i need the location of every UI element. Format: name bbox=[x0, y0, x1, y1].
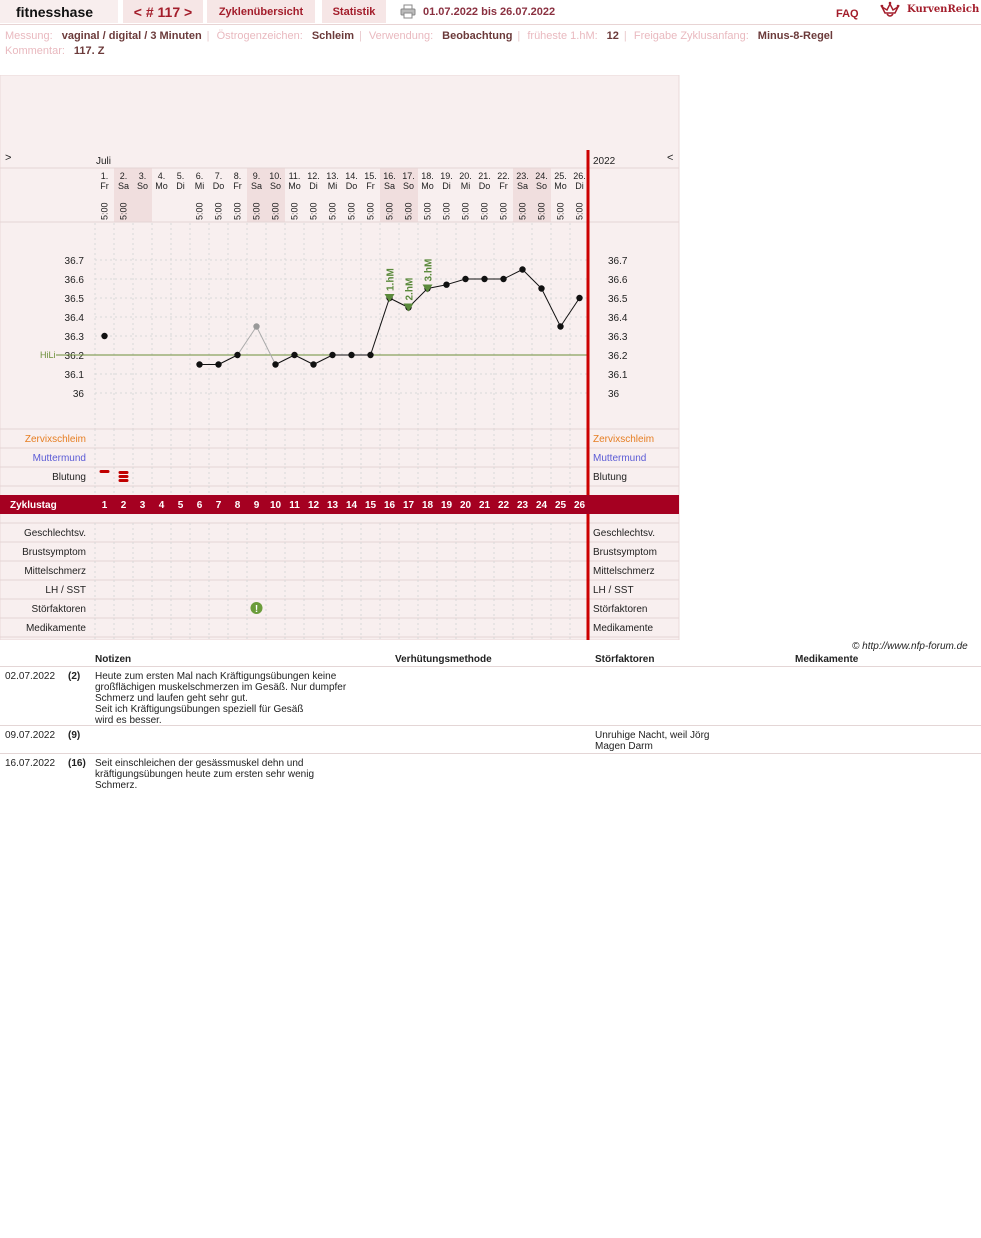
y-tick-left: 36.7 bbox=[64, 256, 84, 267]
y-tick-right: 36.1 bbox=[608, 370, 628, 381]
y-tick-right: 36.7 bbox=[608, 256, 628, 267]
day-number: 2. bbox=[119, 171, 128, 181]
day-number: 13. bbox=[326, 171, 339, 181]
cycle-day-number: 13 bbox=[326, 500, 339, 511]
cycle-day-number: 26 bbox=[573, 500, 586, 511]
cycle-day-number: 6 bbox=[196, 500, 203, 511]
measure-time: 5:00 bbox=[574, 202, 585, 220]
temp-point bbox=[253, 323, 259, 329]
day-number: 17. bbox=[402, 171, 415, 181]
weekday: Mi bbox=[327, 181, 338, 191]
note-date: 09.07.2022 bbox=[5, 730, 56, 741]
measure-time: 5:00 bbox=[346, 202, 357, 220]
separator: | bbox=[359, 30, 362, 42]
row-label-right: Mittelschmerz bbox=[593, 566, 655, 577]
cycle-day-number: 5 bbox=[177, 500, 184, 511]
separator: | bbox=[206, 30, 210, 42]
weekday: Di bbox=[309, 181, 318, 191]
separator: | bbox=[623, 30, 627, 42]
day-number: 14. bbox=[345, 171, 358, 181]
date-range: 01.07.2022 bis 26.07.2022 bbox=[423, 6, 556, 18]
meta-value: Schleim bbox=[311, 30, 354, 42]
weekday: So bbox=[402, 181, 415, 191]
username-tab[interactable]: fitnesshase bbox=[0, 0, 118, 23]
day-number: 5. bbox=[176, 171, 185, 181]
header-notizen: Notizen bbox=[95, 654, 132, 665]
zyklustag-label: Zyklustag bbox=[10, 500, 57, 511]
y-tick-right: 36.5 bbox=[608, 294, 628, 305]
bleeding-heavy-icon bbox=[119, 475, 129, 478]
day-number: 19. bbox=[440, 171, 453, 181]
weekday: Di bbox=[176, 181, 185, 191]
day-number: 24. bbox=[535, 171, 548, 181]
measure-time: 5:00 bbox=[384, 202, 395, 220]
temp-point bbox=[234, 352, 240, 358]
notes-row bbox=[0, 753, 981, 794]
measure-time: 5:00 bbox=[251, 202, 262, 220]
row-label: Medikamente bbox=[25, 623, 86, 634]
day-number: 9. bbox=[252, 171, 261, 181]
y-tick-left: 36.6 bbox=[64, 275, 84, 286]
cycle-day-number: 7 bbox=[215, 500, 222, 511]
temp-point bbox=[462, 276, 468, 282]
weekday: Do bbox=[212, 181, 225, 191]
meta-value: 12 bbox=[606, 30, 619, 42]
day-number: 10. bbox=[269, 171, 282, 181]
measure-time: 5:00 bbox=[536, 202, 547, 220]
temp-point bbox=[367, 352, 373, 358]
y-tick-left: 36.2 bbox=[64, 351, 84, 362]
day-number: 25. bbox=[554, 171, 567, 181]
cycle-day-number: 23 bbox=[516, 500, 529, 511]
cycle-day-number: 4 bbox=[158, 500, 165, 511]
printer-icon[interactable] bbox=[400, 4, 416, 19]
cycle-day-number: 14 bbox=[345, 500, 358, 511]
hm-label: 2.hM bbox=[404, 277, 416, 301]
y-tick-left: 36.3 bbox=[64, 332, 84, 343]
cycle-day-number: 16 bbox=[383, 500, 396, 511]
next-cycle-arrow: < bbox=[667, 152, 674, 164]
meta-label: Verwendung: bbox=[368, 30, 434, 42]
cycle-navigator[interactable]: < # 117 > bbox=[123, 0, 203, 23]
measure-time: 5:00 bbox=[99, 202, 110, 220]
temp-point bbox=[291, 352, 297, 358]
meta-value: vaginal / digital / 3 Minuten bbox=[61, 30, 202, 42]
row-label-right: Brustsymptom bbox=[593, 547, 657, 558]
cycle-day-number: 21 bbox=[478, 500, 491, 511]
row-label-right: Zervixschleim bbox=[593, 434, 655, 445]
weekday: Di bbox=[442, 181, 451, 191]
measure-time: 5:00 bbox=[460, 202, 471, 220]
temp-point bbox=[348, 352, 354, 358]
row-label-right: Blutung bbox=[593, 472, 627, 483]
hm-label: 1.hM bbox=[385, 268, 397, 291]
day-number: 20. bbox=[459, 171, 472, 181]
weekday: Mo bbox=[288, 181, 301, 191]
row-label: Brustsymptom bbox=[22, 547, 86, 558]
weekday: So bbox=[535, 181, 548, 191]
weekday: Mi bbox=[194, 181, 205, 191]
measure-time: 5:00 bbox=[498, 202, 509, 220]
bleeding-light-icon bbox=[100, 470, 110, 473]
measure-time: 5:00 bbox=[308, 202, 319, 220]
y-tick-left: 36 bbox=[72, 389, 84, 400]
cycle-day-number: 2 bbox=[120, 500, 127, 511]
temp-point bbox=[329, 352, 335, 358]
notes-row bbox=[0, 666, 981, 726]
weekday: Sa bbox=[383, 181, 396, 191]
temp-point bbox=[443, 282, 449, 288]
note-disturbance: Unruhige Nacht, weil Jörg Magen Darm bbox=[595, 730, 710, 752]
measure-time: 5:00 bbox=[289, 202, 300, 220]
meta-label: Kommentar: bbox=[5, 45, 65, 57]
cycle-chart bbox=[0, 75, 679, 639]
meta-value: 117. Z bbox=[73, 45, 105, 57]
day-number: 15. bbox=[364, 171, 377, 181]
cycle-day-number: 9 bbox=[253, 500, 260, 511]
bleeding-heavy-icon bbox=[119, 479, 129, 482]
row-label: LH / SST bbox=[45, 585, 86, 596]
weekday: Sa bbox=[516, 181, 529, 191]
copyright: © http://www.nfp-forum.de bbox=[852, 641, 968, 652]
measure-time: 5:00 bbox=[365, 202, 376, 220]
weekday: Mo bbox=[155, 181, 168, 191]
weekday: Mo bbox=[554, 181, 567, 191]
header-stoerfaktoren: Störfaktoren bbox=[595, 654, 655, 665]
day-number: 7. bbox=[214, 171, 223, 181]
row-label: Blutung bbox=[52, 472, 86, 483]
header-medikamente: Medikamente bbox=[795, 654, 859, 665]
weekday: Mo bbox=[421, 181, 434, 191]
y-tick-right: 36.6 bbox=[608, 275, 628, 286]
cycle-settings-line bbox=[5, 30, 838, 42]
cycle-day-number: 18 bbox=[421, 500, 434, 511]
measure-time: 5:00 bbox=[517, 202, 528, 220]
measure-time: 5:00 bbox=[403, 202, 414, 220]
y-tick-right: 36.2 bbox=[608, 351, 628, 362]
temp-point bbox=[557, 323, 563, 329]
temp-point bbox=[538, 285, 544, 291]
day-number: 22. bbox=[497, 171, 510, 181]
weekday: Do bbox=[478, 181, 491, 191]
measure-time: 5:00 bbox=[232, 202, 243, 220]
cycle-day-number: 1 bbox=[101, 500, 108, 511]
day-number: 21. bbox=[478, 171, 491, 181]
top-bar bbox=[0, 0, 981, 25]
temp-point bbox=[576, 295, 582, 301]
bleeding-heavy-icon bbox=[119, 471, 129, 474]
cycle-day-number: 11 bbox=[289, 500, 300, 511]
note-cycle-day: (16) bbox=[68, 758, 86, 769]
temp-point bbox=[519, 266, 525, 272]
row-label: Mittelschmerz bbox=[24, 566, 86, 577]
temp-point bbox=[272, 361, 278, 367]
weekday: Mi bbox=[460, 181, 471, 191]
cycle-day-number: 10 bbox=[269, 500, 282, 511]
cycle-day-number: 3 bbox=[139, 500, 146, 511]
cycle-day-number: 24 bbox=[535, 500, 548, 511]
tab-statistics[interactable]: Statistik bbox=[322, 0, 386, 23]
meta-label: früheste 1.hM: bbox=[527, 30, 598, 42]
y-tick-right: 36 bbox=[608, 389, 620, 400]
tab-cycle-overview[interactable]: Zyklenübersicht bbox=[207, 0, 315, 23]
note-text: Heute zum ersten Mal nach Kräftigungsübungen keine großflächigen muskelschmerzen im Gesäß. Nur dumpfer Schmerz und laufen geht sehr gut. Seit ich Kräftigungsübungen speziell für Gesäß wird es besser. bbox=[95, 671, 347, 726]
note-cycle-day: (2) bbox=[68, 671, 81, 682]
note-text: Seit einschleichen der gesässmuskel dehn und kräftigungsübungen heute zum ersten sehr wenig Schmerz. bbox=[95, 758, 315, 791]
measure-time: 5:00 bbox=[555, 202, 566, 220]
cycle-chart-svg bbox=[0, 75, 680, 640]
prev-cycle-arrow: > bbox=[5, 152, 12, 164]
disturbance-icon-glyph: ! bbox=[254, 604, 259, 615]
row-label: Muttermund bbox=[32, 453, 86, 464]
note-date: 16.07.2022 bbox=[5, 758, 56, 769]
weekday: So bbox=[269, 181, 282, 191]
meta-label: Freigabe Zyklusanfang: bbox=[633, 30, 749, 42]
brand-logo-text[interactable]: KurvenReich bbox=[907, 4, 980, 15]
weekday: Fr bbox=[233, 181, 242, 191]
day-number: 26. bbox=[573, 171, 586, 181]
temp-point bbox=[481, 276, 487, 282]
note-date: 02.07.2022 bbox=[5, 671, 56, 682]
cycle-day-number: 20 bbox=[459, 500, 472, 511]
comment-line bbox=[5, 45, 110, 57]
measure-time: 5:00 bbox=[118, 202, 129, 220]
weekday: Sa bbox=[117, 181, 130, 191]
temp-point bbox=[196, 361, 202, 367]
day-number: 16. bbox=[383, 171, 396, 181]
separator: | bbox=[517, 30, 521, 42]
temp-point bbox=[310, 361, 316, 367]
measure-time: 5:00 bbox=[270, 202, 281, 220]
year-label: 2022 bbox=[593, 156, 616, 167]
day-number: 23. bbox=[516, 171, 529, 181]
day-number: 18. bbox=[421, 171, 434, 181]
day-number: 12. bbox=[307, 171, 320, 181]
row-label: Störfaktoren bbox=[31, 604, 86, 615]
y-tick-left: 36.4 bbox=[64, 313, 84, 324]
y-tick-left: 36.5 bbox=[64, 294, 84, 305]
header-verhuetung: Verhütungsmethode bbox=[395, 654, 492, 665]
row-label: Geschlechtsv. bbox=[23, 528, 86, 539]
cycle-day-number: 17 bbox=[402, 500, 415, 511]
cycle-day-number: 15 bbox=[364, 500, 377, 511]
cycle-day-number: 8 bbox=[234, 500, 241, 511]
day-number: 4. bbox=[157, 171, 166, 181]
measure-time: 5:00 bbox=[327, 202, 338, 220]
temp-point bbox=[101, 333, 107, 339]
meta-value: Minus-8-Regel bbox=[757, 30, 833, 42]
faq-link[interactable]: FAQ bbox=[836, 8, 859, 20]
cycle-day-number: 25 bbox=[554, 500, 567, 511]
row-label-right: Medikamente bbox=[593, 623, 654, 634]
measure-time: 5:00 bbox=[441, 202, 452, 220]
weekday: Fr bbox=[499, 181, 508, 191]
row-label-right: Muttermund bbox=[593, 453, 647, 464]
weekday: So bbox=[136, 181, 149, 191]
weekday: Fr bbox=[366, 181, 375, 191]
measure-time: 5:00 bbox=[213, 202, 224, 220]
measure-time: 5:00 bbox=[422, 202, 433, 220]
hili-label: HiLi bbox=[40, 350, 56, 360]
y-tick-right: 36.4 bbox=[608, 313, 628, 324]
cycle-day-number: 19 bbox=[440, 500, 453, 511]
day-number: 8. bbox=[233, 171, 242, 181]
cycle-day-number: 22 bbox=[497, 500, 510, 511]
month-label: Juli bbox=[96, 156, 112, 167]
meta-label: Östrogenzeichen: bbox=[216, 30, 303, 42]
y-tick-right: 36.3 bbox=[608, 332, 628, 343]
day-number: 1. bbox=[100, 171, 109, 181]
weekday: Di bbox=[575, 181, 584, 191]
row-label: Zervixschleim bbox=[24, 434, 86, 445]
y-tick-left: 36.1 bbox=[64, 370, 84, 381]
weekday: Fr bbox=[100, 181, 109, 191]
notes-row bbox=[0, 725, 981, 754]
weekday: Sa bbox=[250, 181, 263, 191]
meta-label: Messung: bbox=[5, 30, 53, 42]
cycle-day-number: 12 bbox=[307, 500, 320, 511]
day-number: 11. bbox=[288, 171, 301, 181]
row-label-right: Geschlechtsv. bbox=[593, 528, 656, 539]
note-cycle-day: (9) bbox=[68, 730, 81, 741]
temp-point bbox=[500, 276, 506, 282]
measure-time: 5:00 bbox=[194, 202, 205, 220]
temp-point bbox=[215, 361, 221, 367]
weekday: Do bbox=[345, 181, 358, 191]
day-number: 3. bbox=[138, 171, 147, 181]
meta-value: Beobachtung bbox=[442, 30, 513, 42]
row-label-right: Störfaktoren bbox=[593, 604, 648, 615]
hm-label: 3.hM bbox=[423, 258, 435, 282]
day-number: 6. bbox=[195, 171, 204, 181]
row-label-right: LH / SST bbox=[593, 585, 634, 596]
measure-time: 5:00 bbox=[479, 202, 490, 220]
crown-heart-icon[interactable] bbox=[880, 1, 900, 19]
